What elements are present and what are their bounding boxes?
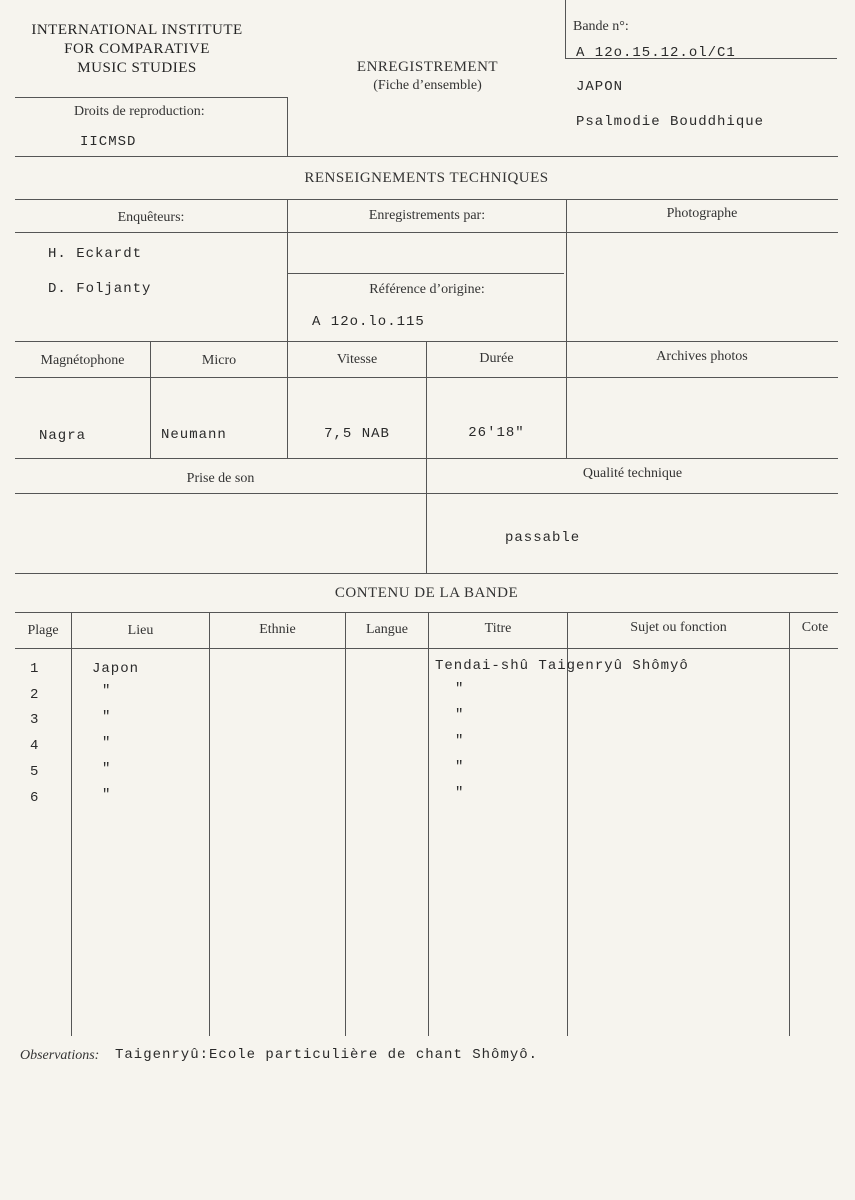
equip-col-4	[566, 341, 567, 458]
institute-line-2: FOR COMPARATIVE	[64, 41, 210, 57]
equip-col-1	[150, 341, 151, 458]
magnetophone-value: Nagra	[39, 428, 87, 444]
row-titre: Tendai-shû Taigenryû Shômyô	[435, 658, 689, 674]
institute-line-3: MUSIC STUDIES	[77, 60, 197, 76]
col-ethnie: Ethnie	[259, 622, 296, 637]
vitesse-value: 7,5 NAB	[324, 426, 390, 442]
subject: Psalmodie Bouddhique	[576, 114, 765, 130]
col-titre: Titre	[484, 621, 512, 636]
reference-value: A 12o.lo.115	[312, 314, 425, 330]
row-titre: "	[455, 707, 465, 723]
contents-col-3	[345, 612, 346, 1036]
row-titre: "	[455, 681, 465, 697]
row-titre: "	[455, 733, 465, 749]
observations-text: Taigenryû:Ecole particulière de chant Shômyô.	[115, 1047, 539, 1063]
row-lieu: "	[102, 683, 112, 699]
rule-contents-top	[15, 612, 838, 613]
contents-col-5	[567, 612, 568, 1036]
enqueteurs-label: Enquêteurs:	[117, 210, 185, 225]
form-subtitle: (Fiche d’ensemble)	[373, 78, 482, 93]
row-plage: 5	[30, 764, 40, 780]
vitesse-label: Vitesse	[336, 352, 378, 367]
observations-label: Observations:	[20, 1048, 100, 1063]
institute-line-1: INTERNATIONAL INSTITUTE	[31, 22, 243, 38]
row-plage: 6	[30, 790, 40, 806]
duree-label: Durée	[479, 351, 514, 366]
rule-contents-header	[15, 648, 838, 649]
rule-prise-bottom	[15, 573, 838, 574]
form-title: ENREGISTREMENT	[356, 59, 499, 75]
droits-right	[287, 97, 288, 156]
micro-label: Micro	[201, 353, 237, 368]
row-lieu: Japon	[92, 661, 140, 677]
row-plage: 3	[30, 712, 40, 728]
row-lieu: "	[102, 761, 112, 777]
bande-box-left	[565, 0, 566, 58]
row-lieu: "	[102, 709, 112, 725]
bande-value: A 12o.15.12.ol/C1	[576, 45, 736, 61]
reference-label: Référence d’origine:	[369, 282, 485, 297]
contents-title: CONTENU DE LA BANDE	[334, 585, 519, 601]
contents-col-4	[428, 612, 429, 1036]
col-langue: Langue	[366, 622, 408, 637]
rule-header-bottom	[15, 156, 838, 157]
tech-col-1	[287, 199, 288, 341]
technical-title: RENSEIGNEMENTS TECHNIQUES	[304, 170, 549, 186]
institute-name	[12, 21, 262, 78]
prise-label: Prise de son	[186, 471, 255, 486]
row-titre: "	[455, 759, 465, 775]
contents-col-2	[209, 612, 210, 1036]
rule-tech-header	[15, 232, 838, 233]
droits-label: Droits de reproduction:	[74, 104, 205, 119]
col-plage: Plage	[27, 623, 59, 638]
enqueteur-2: D. Foljanty	[48, 281, 152, 297]
droits-value: IICMSD	[80, 134, 137, 150]
row-titre: "	[455, 785, 465, 801]
magnetophone-label: Magnétophone	[40, 353, 125, 368]
tech-col-2	[566, 199, 567, 341]
rule-technical-title	[15, 199, 838, 200]
qualite-value: passable	[505, 530, 581, 546]
photographe-label: Photographe	[666, 206, 738, 221]
row-plage: 1	[30, 661, 40, 677]
col-lieu: Lieu	[127, 623, 154, 638]
archives-label: Archives photos	[656, 349, 748, 364]
row-plage: 4	[30, 738, 40, 754]
row-lieu: "	[102, 735, 112, 751]
enqueteur-1: H. Eckardt	[48, 246, 143, 262]
prise-col	[426, 458, 427, 573]
enregistrements-label: Enregistrements par:	[368, 208, 486, 223]
col-sujet: Sujet ou fonction	[630, 620, 727, 635]
micro-value: Neumann	[161, 427, 227, 443]
country: JAPON	[576, 79, 624, 95]
duree-value: 26'18"	[468, 425, 525, 441]
contents-col-6	[789, 612, 790, 1036]
droits-top	[15, 97, 288, 98]
bande-label: Bande n°:	[573, 19, 629, 34]
col-cote: Cote	[801, 620, 829, 635]
rule-reference	[288, 273, 564, 274]
row-plage: 2	[30, 687, 40, 703]
row-lieu: "	[102, 787, 112, 803]
qualite-label: Qualité technique	[582, 466, 683, 481]
contents-col-1	[71, 612, 72, 1036]
